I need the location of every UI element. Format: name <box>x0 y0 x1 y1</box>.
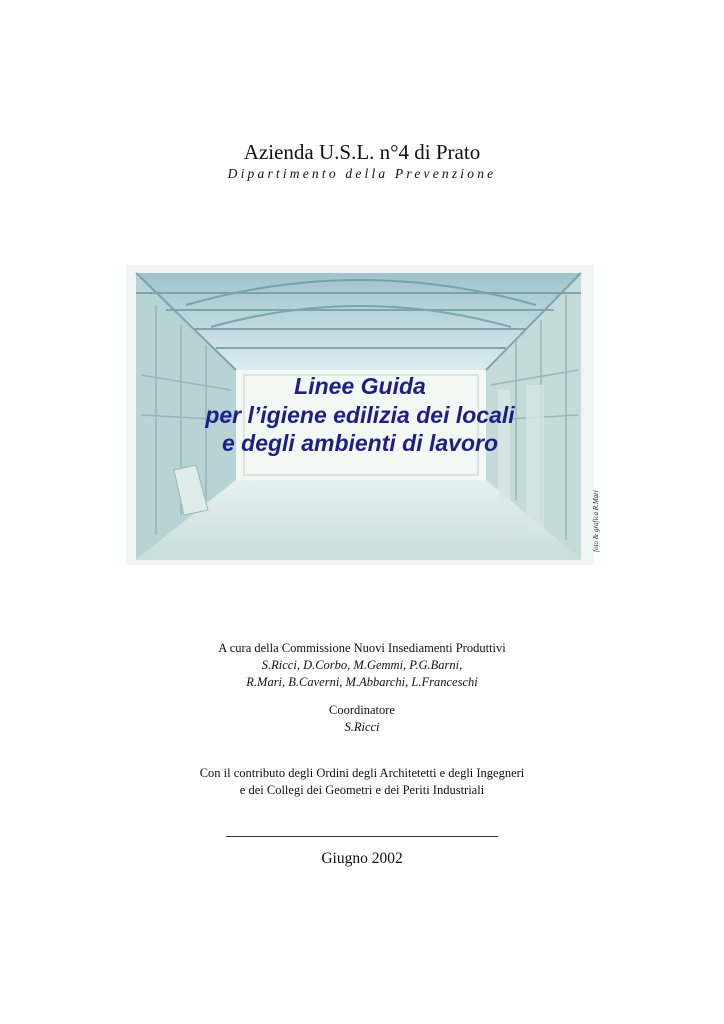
commission-block <box>0 640 724 691</box>
members-line: R.Mari, B.Caverni, M.Abbarchi, L.Franceschi <box>246 675 478 689</box>
contribution-line: Con il contributo degli Ordini degli Architetetti e degli Ingegneri <box>199 766 525 780</box>
divider-line <box>226 836 498 837</box>
title-line: e degli ambienti di lavoro <box>221 430 499 456</box>
commission-intro: A cura della Commissione Nuovi Insediamenti Produttivi <box>218 641 506 655</box>
department-subtitle: Dipartimento della Prevenzione <box>227 166 497 181</box>
photo-credit: foto & grafica R.Mari <box>592 490 600 552</box>
document-title <box>126 372 594 458</box>
members-line: S.Ricci, D.Corbo, M.Gemmi, P.G.Barni, <box>261 658 463 672</box>
contribution-line: e dei Collegi dei Geometri e dei Periti Industriali <box>239 783 485 797</box>
publication-date: Giugno 2002 <box>321 850 403 867</box>
title-line: per l’igiene edilizia dei locali <box>205 401 515 428</box>
contribution-block <box>0 765 724 799</box>
coordinator-label: Coordinatore <box>329 703 395 717</box>
coordinator-block <box>0 702 724 736</box>
organization-title: Azienda U.S.L. n°4 di Prato <box>243 140 481 164</box>
coordinator-name: S.Ricci <box>344 720 380 734</box>
title-line: Linee Guida <box>294 373 426 399</box>
